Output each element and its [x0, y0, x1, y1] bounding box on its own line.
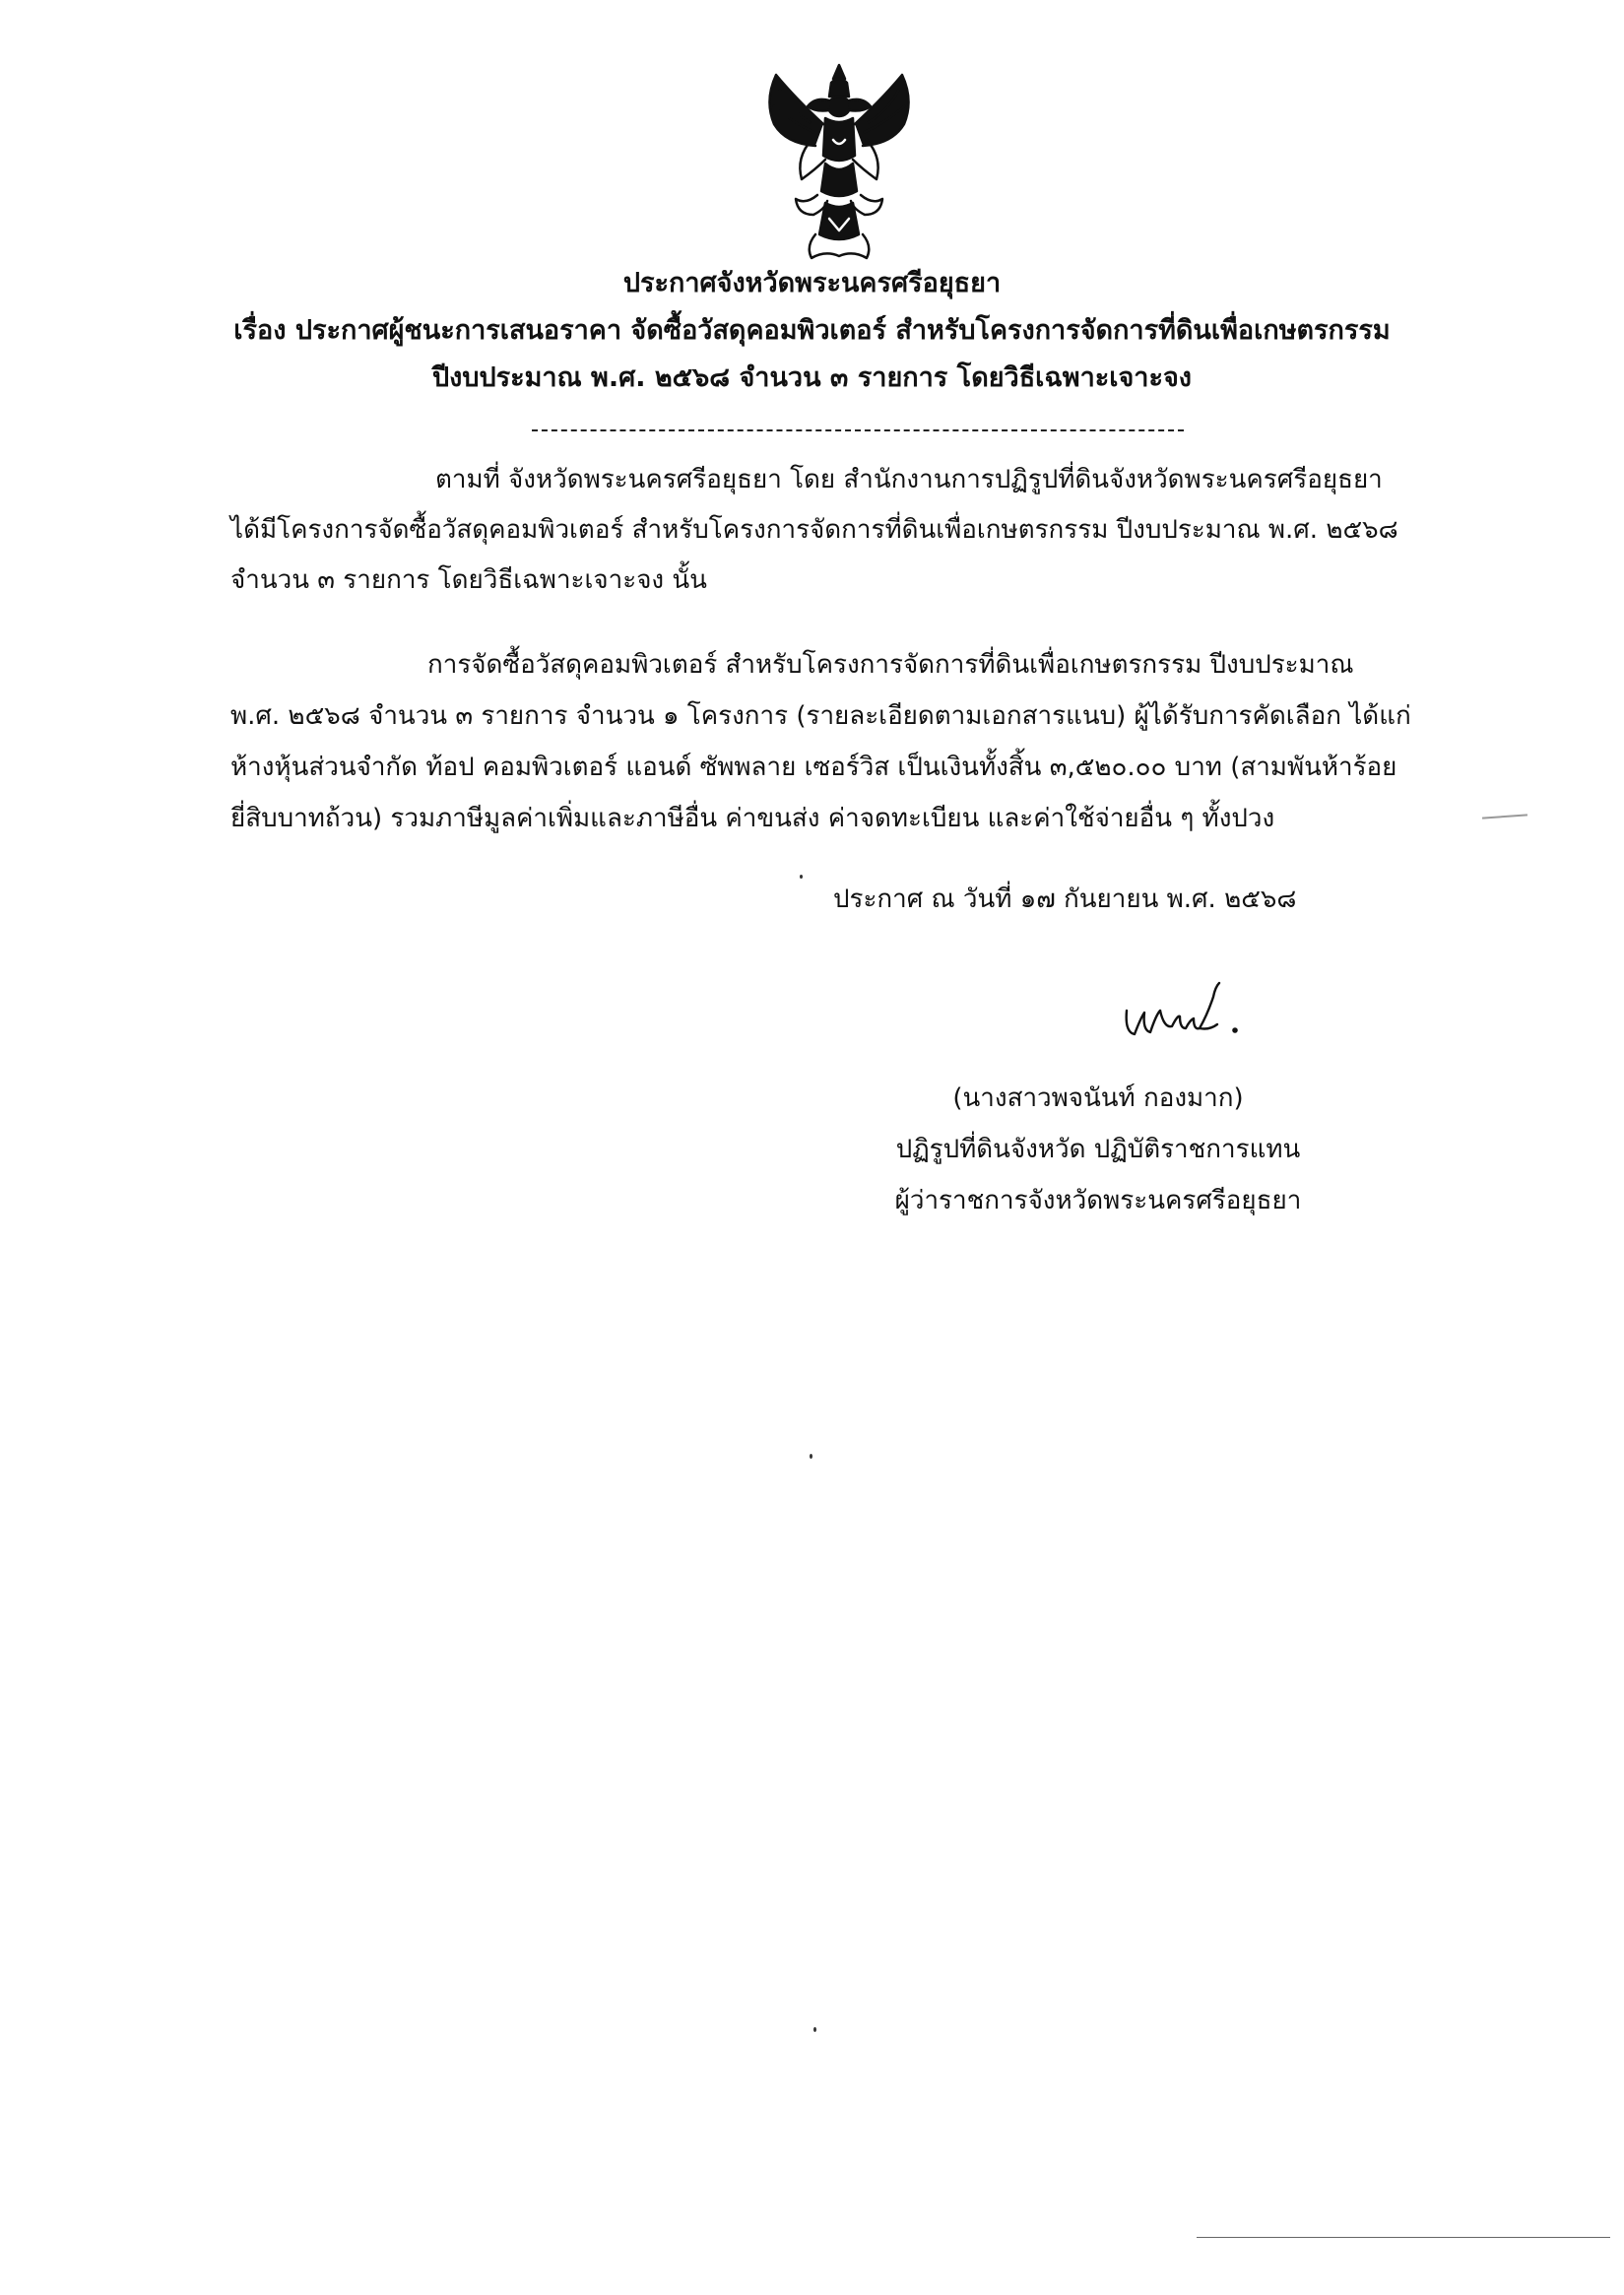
announcement-subject: เรื่อง ประกาศผู้ชนะการเสนอราคา จัดซื้อวัสดุคอมพิวเตอร์ สำหรับโครงการจัดการที่ดินเพื่อเกษตรกรรม — [233, 315, 1391, 346]
title-divider — [532, 429, 1184, 431]
paragraph1-line: ตามที่ จังหวัดพระนครศรีอยุธยา โดย สำนักงานการปฏิรูปที่ดินจังหวัดพระนครศรีอยุธยา — [435, 465, 1383, 494]
garuda-emblem-icon — [756, 61, 922, 262]
footer-rule — [1197, 2237, 1610, 2238]
scan-speck — [810, 1454, 812, 1459]
signatory-on-behalf-of: ผู้ว่าราชการจังหวัดพระนครศรีอยุธยา — [894, 1186, 1302, 1215]
paragraph2-line: พ.ศ. ๒๕๖๘ จำนวน ๓ รายการ จำนวน ๑ โครงการ (รายละเอียดตามเอกสารแนบ) ผู้ได้รับการคัดเลือก ได้แก่ — [230, 701, 1411, 731]
paragraph1-line: จำนวน ๓ รายการ โดยวิธีเฉพาะเจาะจง นั้น — [230, 565, 707, 595]
signatory-position: ปฏิรูปที่ดินจังหวัด ปฏิบัติราชการแทน — [895, 1135, 1301, 1164]
paragraph2-line: ห้างหุ้นส่วนจำกัด ท้อป คอมพิวเตอร์ แอนด์ ซัพพลาย เซอร์วิส เป็นเงินทั้งสิ้น ๓,๕๒๐.๐๐ บาท (สามพันห้าร้อย — [230, 753, 1397, 782]
scan-speck — [813, 2027, 816, 2032]
handwritten-signature — [1121, 975, 1249, 1054]
paragraph2-line: ยี่สิบบาทถ้วน) รวมภาษีมูลค่าเพิ่มและภาษีอื่น ค่าขนส่ง ค่าจดทะเบียน และค่าใช้จ่ายอื่น ๆ ทั้งปวง — [230, 804, 1275, 833]
paragraph2-line: การจัดซื้อวัสดุคอมพิวเตอร์ สำหรับโครงการจัดการที่ดินเพื่อเกษตรกรรม ปีงบประมาณ — [427, 650, 1354, 680]
paragraph1-line: ได้มีโครงการจัดซื้อวัสดุคอมพิวเตอร์ สำหรับโครงการจัดการที่ดินเพื่อเกษตรกรรม ปีงบประมาณ พ.ศ. ๒๕๖๘ — [230, 515, 1398, 545]
announcement-title: ประกาศจังหวัดพระนครศรีอยุธยา — [622, 268, 1002, 298]
signatory-name: (นางสาวพจนันท์ กองมาก) — [952, 1083, 1244, 1113]
announcement-subject-line2: ปีงบประมาณ พ.ศ. ๒๕๖๘ จำนวน ๓ รายการ โดยวิธีเฉพาะเจาะจง — [432, 362, 1192, 393]
announcement-date: ประกาศ ณ วันที่ ๑๗ กันยายน พ.ศ. ๒๕๖๘ — [833, 885, 1297, 914]
scan-speck — [800, 875, 803, 879]
scan-margin-mark — [1482, 814, 1527, 819]
